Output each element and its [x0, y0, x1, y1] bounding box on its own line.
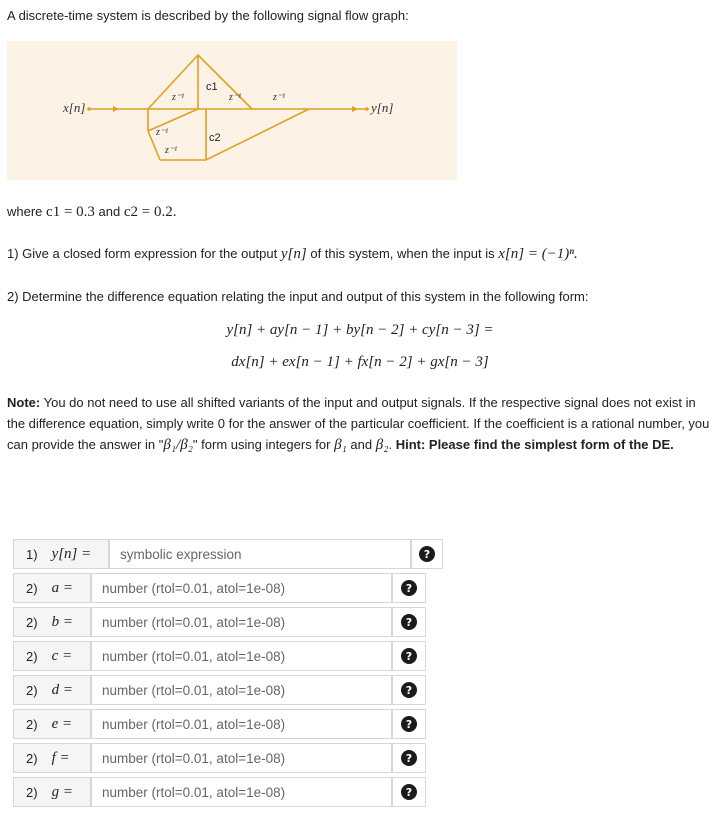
question-mark-icon: ? — [401, 784, 417, 800]
question-mark-icon: ? — [401, 716, 417, 732]
help-button-c[interactable] — [392, 641, 426, 671]
where-and: and — [98, 204, 121, 219]
answer-input-f[interactable]: number (rtol=0.01, atol=1e-08) — [91, 743, 392, 773]
graph-c1-label: c1 — [206, 81, 218, 93]
graph-delay-label: z⁻¹ — [156, 127, 169, 138]
graph-input-label: x[n] — [63, 100, 86, 115]
question-mark-icon: ? — [401, 682, 417, 698]
answer-label-c: 2) c = — [13, 641, 91, 671]
difference-equation-line-1: y[n] + ay[n − 1] + by[n − 2] + cy[n − 3] = — [226, 322, 494, 338]
question-1 — [7, 246, 578, 263]
answer-input-y[interactable]: symbolic expression — [109, 539, 411, 569]
difference-equation-line-2: dx[n] + ex[n − 1] + fx[n − 2] + gx[n − 3] — [231, 354, 489, 370]
help-button-f[interactable] — [392, 743, 426, 773]
answer-input-a[interactable]: number (rtol=0.01, atol=1e-08) — [91, 573, 392, 603]
graph-output-label: y[n] — [371, 100, 394, 115]
question-2: 2) Determine the difference equation relating the input and output of this system in the following form: — [7, 289, 589, 304]
c2-value: c2 = 0.2. — [123, 204, 177, 220]
graph-delay-label: z⁻¹ — [165, 145, 178, 156]
question-mark-icon: ? — [401, 648, 417, 664]
answer-label-a: 2) a = — [13, 573, 91, 603]
question-1-mid: of this system, when the input is — [310, 246, 495, 261]
signal-flow-graph — [7, 41, 457, 180]
note-beta2: β₂ — [375, 437, 389, 453]
help-button-a[interactable] — [392, 573, 426, 603]
note-period: . — [388, 437, 393, 452]
note-body-2: " form using integers for — [192, 437, 331, 452]
question-1-output: y[n] — [280, 246, 307, 262]
note-paragraph — [7, 392, 712, 456]
where-prefix: where — [7, 204, 43, 219]
graph-c2-label: c2 — [209, 132, 221, 144]
note-label: Note: — [7, 395, 41, 410]
note-hint: Hint: Please find the simplest form of the DE. — [395, 437, 674, 452]
answer-label-y: 1) y[n] = — [13, 539, 109, 569]
answer-input-g[interactable]: number (rtol=0.01, atol=1e-08) — [91, 777, 392, 807]
help-button-d[interactable] — [392, 675, 426, 705]
note-and: and — [350, 437, 373, 452]
graph-delay-label: z⁻¹ — [273, 92, 286, 103]
problem-intro: A discrete-time system is described by the following signal flow graph: — [7, 8, 409, 23]
question-mark-icon: ? — [419, 546, 435, 562]
question-1-input: x[n] = (−1)ⁿ. — [498, 246, 578, 262]
note-beta1: β₁ — [334, 437, 347, 453]
graph-lines — [89, 55, 367, 160]
help-button-y[interactable] — [411, 539, 443, 569]
graph-delay-label: z⁻¹ — [229, 92, 242, 103]
help-button-g[interactable] — [392, 777, 426, 807]
answer-label-g: 2) g = — [13, 777, 91, 807]
constants-line — [7, 204, 177, 221]
answer-label-d: 2) d = — [13, 675, 91, 705]
help-button-e[interactable] — [392, 709, 426, 739]
question-mark-icon: ? — [401, 614, 417, 630]
note-body-1: You do not need to use all shifted variants of the input and output signals. If the respective signal does not exist in the difference equation, simply write 0 for the answer of the particular coefficient. If the coefficient is a rational number, you can provide the answer in " — [7, 395, 710, 452]
question-mark-icon: ? — [401, 580, 417, 596]
note-ratio: β₁/β₂ — [163, 437, 193, 453]
answer-label-f: 2) f = — [13, 743, 91, 773]
c1-value: c1 = 0.3 — [46, 204, 95, 220]
answer-input-d[interactable]: number (rtol=0.01, atol=1e-08) — [91, 675, 392, 705]
answer-label-e: 2) e = — [13, 709, 91, 739]
graph-delay-label: z⁻¹ — [172, 92, 185, 103]
answer-input-e[interactable]: number (rtol=0.01, atol=1e-08) — [91, 709, 392, 739]
signal-flow-graph-svg — [7, 41, 457, 180]
question-mark-icon: ? — [401, 750, 417, 766]
question-1-text: 1) Give a closed form expression for the output — [7, 246, 278, 261]
answer-input-b[interactable]: number (rtol=0.01, atol=1e-08) — [91, 607, 392, 637]
help-button-b[interactable] — [392, 607, 426, 637]
answer-label-b: 2) b = — [13, 607, 91, 637]
answer-input-c[interactable]: number (rtol=0.01, atol=1e-08) — [91, 641, 392, 671]
